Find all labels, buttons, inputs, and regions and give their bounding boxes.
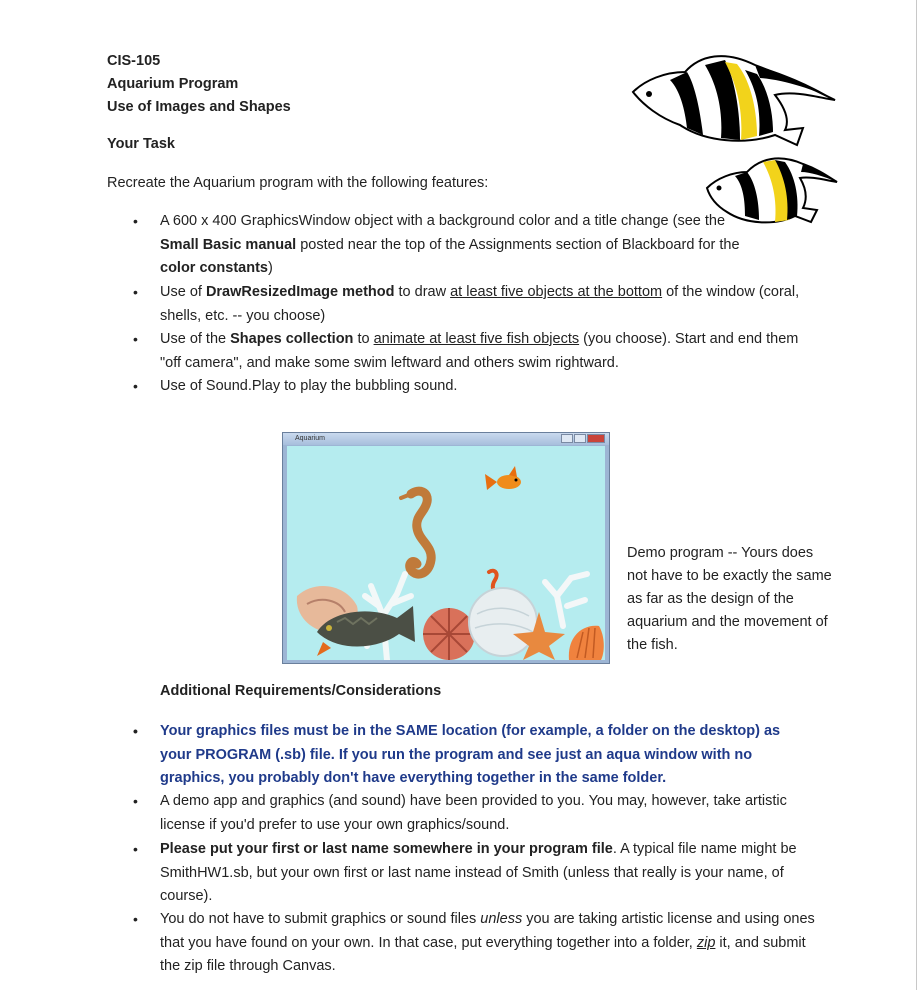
minimize-icon <box>561 434 573 443</box>
feature-bullet-1: • A 600 x 400 GraphicsWindow object with a background color and a title change (see the Small Basic manual posted near the top of the Assignments section of Blackboard for the color constants) <box>160 210 750 281</box>
bullet-icon: • <box>133 213 138 229</box>
additional-heading: Additional Requirements/Considerations <box>160 683 442 699</box>
intro-text: Recreate the Aquarium program with the following features: <box>107 175 489 191</box>
bullet-icon: • <box>133 284 138 300</box>
seahorse-icon <box>401 491 431 574</box>
document-subtitle: Use of Images and Shapes <box>107 99 291 115</box>
requirement-bullet-4: • You do not have to submit graphics or sound files unless you are taking artistic license and using ones that you have found on your own. In that case, put everything together into a folder, zip it, and submit the zip file through Canvas. <box>160 908 820 979</box>
requirement-bullet-1: • Your graphics files must be in the SAME location (for example, a folder on the desktop) as your PROGRAM (.sb) file. If you run the program and see just an aqua window with no graphics, you probably don't have everything together in the same folder. <box>160 720 800 791</box>
your-task-heading: Your Task <box>107 136 175 152</box>
page-right-border <box>916 0 917 990</box>
feature-bullet-2: • Use of DrawResizedImage method to draw at least five objects at the bottom of the window (coral, shells, etc. -- you choose) <box>160 281 820 328</box>
requirement-bullet-2: • A demo app and graphics (and sound) have been provided to you. You may, however, take artistic license if you'd prefer to use your own graphics/sound. <box>160 790 800 837</box>
demo-window-title: Aquarium <box>295 435 325 442</box>
maximize-icon <box>574 434 586 443</box>
close-icon <box>587 434 605 443</box>
bullet-icon: • <box>133 911 138 927</box>
sea-urchin-icon <box>423 608 475 660</box>
course-code: CIS-105 <box>107 53 161 69</box>
bullet-icon: • <box>133 841 138 857</box>
bullet-icon: • <box>133 331 138 347</box>
bullet-icon: • <box>133 723 138 739</box>
document-title: Aquarium Program <box>107 76 239 92</box>
bullet-icon: • <box>133 378 138 394</box>
feature-bullet-4: • Use of Sound.Play to play the bubbling sound. <box>160 375 820 399</box>
requirement-bullet-3: • Please put your first or last name somewhere in your program file. A typical file name might be SmithHW1.sb, but your own first or last name instead of Smith (unless that really is your name, of course). <box>160 838 820 909</box>
demo-aquarium-window <box>282 432 610 664</box>
brain-coral-icon <box>469 588 537 656</box>
feature-bullet-3: • Use of the Shapes collection to animate at least five fish objects (you choose). Start and end them "off camera", and make some swim leftward and others swim rightward. <box>160 328 820 375</box>
fish-large-icon <box>633 56 835 145</box>
goldfish-icon <box>485 466 521 490</box>
white-coral-right-icon <box>545 574 587 626</box>
document-header <box>107 50 291 119</box>
scallop-shell-icon <box>569 626 604 660</box>
demo-caption: Demo program -- Yours does not have to be exactly the same as far as the design of the aquarium and the movement of the fish. <box>627 545 832 653</box>
bullet-icon: • <box>133 793 138 809</box>
demo-window-titlebar <box>283 433 609 445</box>
aquarium-canvas <box>287 446 605 660</box>
